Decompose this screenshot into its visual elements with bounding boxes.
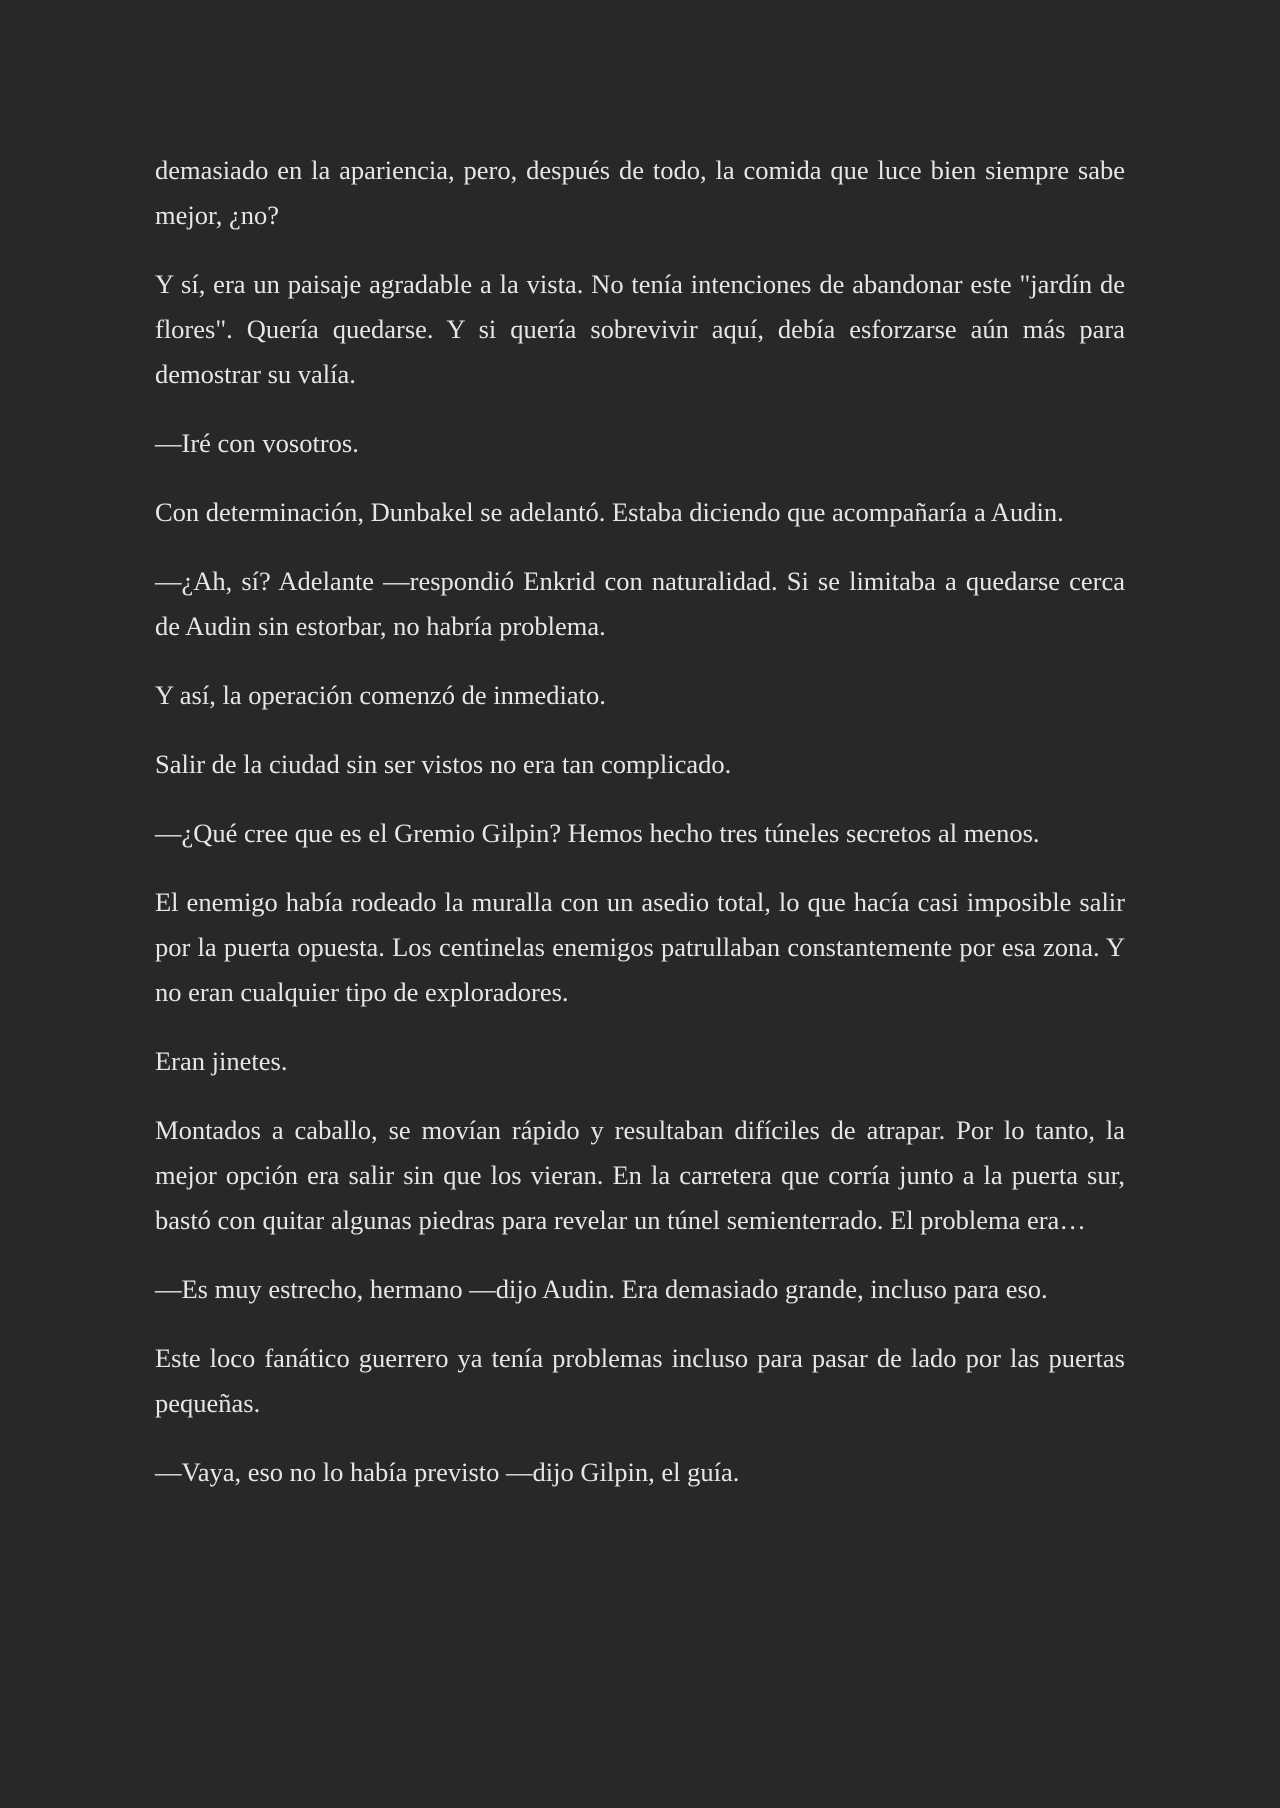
paragraph: El enemigo había rodeado la muralla con un asedio total, lo que hacía casi imposible salir por la puerta opuesta. Los centinelas enemigos patrullaban constantemente por esa zona. Y no eran cualquier tipo de exploradores. (155, 887, 1125, 1007)
chapter-text (155, 148, 1125, 1519)
paragraph: Y sí, era un paisaje agradable a la vista. No tenía intenciones de abandonar este "jardín de flores". Quería quedarse. Y si quería sobrevivir aquí, debía esforzarse aún más para demostrar su valía. (155, 269, 1125, 389)
paragraph: Y así, la operación comenzó de inmediato. (155, 680, 606, 710)
paragraph: —¿Ah, sí? Adelante —respondió Enkrid con naturalidad. Si se limitaba a quedarse cerca de Audin sin estorbar, no habría problema. (155, 566, 1125, 641)
paragraph: —Iré con vosotros. (155, 428, 359, 458)
paragraph: Eran jinetes. (155, 1046, 288, 1076)
paragraph: Montados a caballo, se movían rápido y resultaban difíciles de atrapar. Por lo tanto, la mejor opción era salir sin que los vieran. En la carretera que corría junto a la puerta sur, bastó con quitar algunas piedras para revelar un túnel semienterrado. El problema era… (155, 1115, 1125, 1235)
paragraph: —Vaya, eso no lo había previsto —dijo Gilpin, el guía. (155, 1457, 740, 1487)
paragraph: —¿Qué cree que es el Gremio Gilpin? Hemos hecho tres túneles secretos al menos. (155, 818, 1040, 848)
paragraph: —Es muy estrecho, hermano —dijo Audin. Era demasiado grande, incluso para eso. (155, 1274, 1048, 1304)
paragraph: demasiado en la apariencia, pero, después de todo, la comida que luce bien siempre sabe mejor, ¿no? (155, 155, 1125, 230)
paragraph: Este loco fanático guerrero ya tenía problemas incluso para pasar de lado por las puertas pequeñas. (155, 1343, 1125, 1418)
paragraph: Salir de la ciudad sin ser vistos no era tan complicado. (155, 749, 732, 779)
paragraph: Con determinación, Dunbakel se adelantó. Estaba diciendo que acompañaría a Audin. (155, 497, 1064, 527)
